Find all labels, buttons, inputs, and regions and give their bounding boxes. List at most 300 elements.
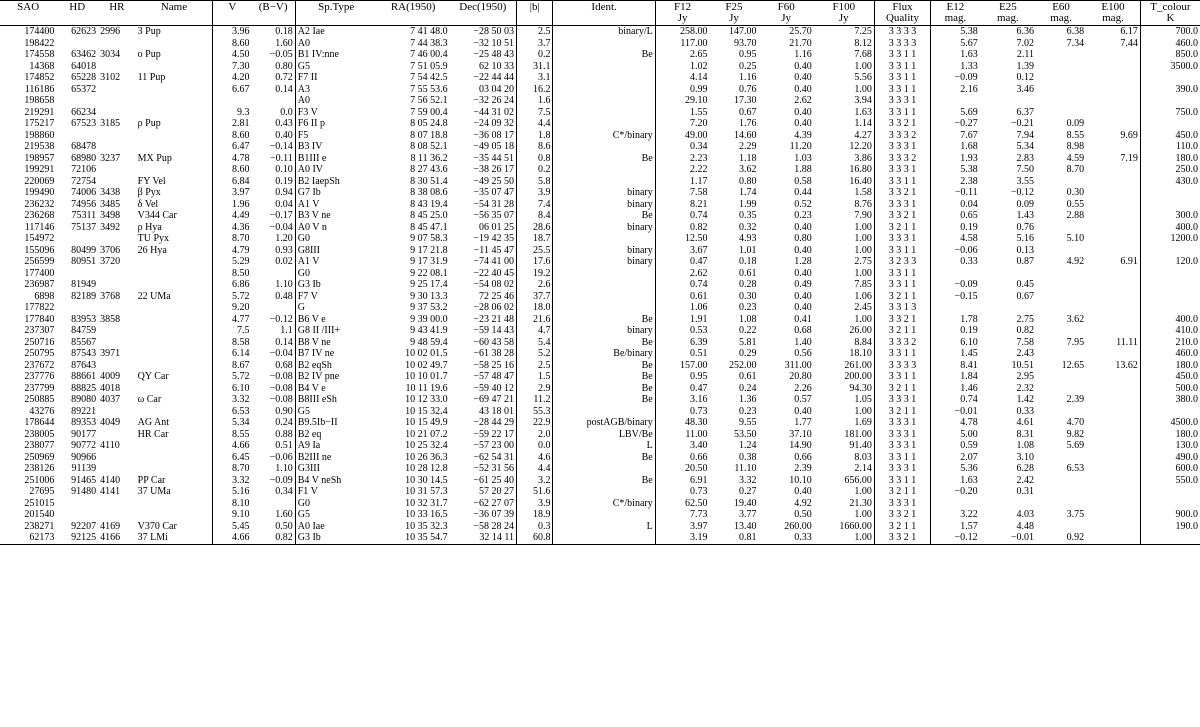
table-cell: 4.70 xyxy=(1066,417,1085,428)
table-cell: 430.0 xyxy=(1140,176,1200,188)
table-cell xyxy=(1086,49,1140,61)
table-cell: 0.73 xyxy=(655,406,709,418)
table-cell: 67523 xyxy=(71,118,97,129)
table-cell: 0.14 xyxy=(275,336,293,348)
table-cell: 9 25 17.4 xyxy=(410,279,448,290)
table-cell: 11.00 xyxy=(655,429,709,441)
table-cell: 6.53 xyxy=(213,406,252,418)
table-cell xyxy=(98,302,136,314)
table-cell: 0.67 xyxy=(1016,290,1035,302)
table-cell: 460.0 xyxy=(1140,348,1200,360)
table-cell: 4.93 xyxy=(739,233,757,244)
table-cell: 2.0 xyxy=(516,429,553,441)
table-cell: 174400 xyxy=(24,26,55,37)
table-cell: 9 48 59.4 xyxy=(410,336,448,348)
table-cell: 3 3 2 1 xyxy=(874,509,930,521)
table-cell: 7.5 xyxy=(516,107,553,119)
table-cell: 8.55 xyxy=(213,429,252,441)
table-cell: 190.0 xyxy=(1140,521,1200,533)
table-cell: 3 3 2 1 xyxy=(874,314,930,326)
table-cell: 0.44 xyxy=(794,187,812,198)
table-cell: 0.94 xyxy=(275,187,293,198)
table-cell: 10 11 19.6 xyxy=(405,382,448,394)
table-cell: 06 01 25 xyxy=(478,221,514,233)
table-cell: 6.36 xyxy=(1016,26,1035,37)
table-cell: A0 IV xyxy=(295,164,376,176)
table-cell: A2 Iae xyxy=(295,26,376,38)
table-cell: 6.14 xyxy=(213,348,252,360)
table-cell: 3 3 1 1 xyxy=(874,475,930,487)
table-row xyxy=(0,302,1200,314)
table-cell: 7.4 xyxy=(516,199,553,211)
table-cell: 0.68 xyxy=(794,325,812,336)
table-row xyxy=(0,394,1200,406)
table-cell xyxy=(1140,199,1200,211)
column-unit-b xyxy=(516,13,553,26)
table-cell xyxy=(1086,72,1140,84)
table-cell: 2.88 xyxy=(1066,210,1085,221)
table-cell xyxy=(136,130,213,142)
table-cell: 250716 xyxy=(24,336,55,348)
table-cell: 3 3 3 1 xyxy=(874,164,930,176)
table-cell: −0.08 xyxy=(269,382,293,394)
table-cell: 7.90 xyxy=(854,210,872,221)
table-cell: 5.67 xyxy=(931,38,980,50)
table-cell: 91480 xyxy=(71,486,97,497)
table-cell: −74 41 00 xyxy=(473,256,514,267)
table-row xyxy=(0,61,1200,73)
table-cell: 17.6 xyxy=(516,256,553,268)
table-cell: A3 xyxy=(295,84,376,96)
table-cell: 2.5 xyxy=(516,360,553,372)
table-cell: 0.48 xyxy=(275,290,293,302)
column-header-t-colour: T_colour xyxy=(1140,1,1200,14)
table-cell: 3.1 xyxy=(516,72,553,84)
table-cell: 0.32 xyxy=(739,221,757,233)
table-cell xyxy=(1086,84,1140,96)
table-cell: Be xyxy=(553,371,655,383)
table-cell: 74006 xyxy=(71,187,97,198)
table-cell: 13.62 xyxy=(1115,359,1138,371)
table-cell: 0.61 xyxy=(739,371,757,382)
table-cell: 3 3 1 1 xyxy=(874,245,930,257)
table-cell: G5 xyxy=(295,509,376,521)
table-cell: 0.58 xyxy=(794,175,812,187)
table-cell: 16.40 xyxy=(849,175,872,187)
table-cell: 48.30 xyxy=(655,417,709,429)
table-cell xyxy=(1140,498,1200,510)
table-cell: −54 31 28 xyxy=(473,198,514,210)
table-cell: 550.0 xyxy=(1140,475,1200,487)
table-cell: 2.16 xyxy=(931,84,980,96)
table-cell: 91465 xyxy=(71,474,97,486)
table-cell: 0.53 xyxy=(655,325,709,337)
table-cell: 3 3 1 3 xyxy=(874,302,930,314)
table-cell: 5.38 xyxy=(931,26,980,38)
table-cell: −0.12 xyxy=(931,532,980,544)
column-header-b-v: (B−V) xyxy=(251,1,295,14)
table-cell: 0.31 xyxy=(1016,486,1035,497)
table-cell: 390.0 xyxy=(1140,84,1200,96)
table-cell xyxy=(1086,486,1140,498)
table-cell xyxy=(251,302,295,314)
table-cell: 0.51 xyxy=(275,440,293,451)
table-cell: 1.88 xyxy=(794,164,812,175)
table-cell: 0.40 xyxy=(275,129,293,141)
table-cell: A1 V xyxy=(295,199,376,211)
table-cell xyxy=(136,463,213,475)
table-cell: 0.40 xyxy=(794,405,812,417)
table-cell: 0.82 xyxy=(655,222,709,234)
table-row xyxy=(0,199,1200,211)
column-header-hd: HD xyxy=(56,1,98,14)
table-cell: 57 20 27 xyxy=(478,486,514,497)
table-cell: 1.00 xyxy=(854,486,872,497)
table-cell: β Pyx xyxy=(137,187,161,198)
table-cell: 1.24 xyxy=(739,440,757,451)
table-cell xyxy=(98,84,136,96)
table-cell: B8III eSh xyxy=(295,394,376,406)
table-cell: A0 V n xyxy=(295,222,376,234)
table-cell: 4.36 xyxy=(213,222,252,234)
table-cell: 19.2 xyxy=(516,268,553,280)
table-cell: B1 IV:nne xyxy=(295,49,376,61)
table-cell: B9.5Ib−II xyxy=(295,417,376,429)
table-cell: 1.63 xyxy=(931,475,980,487)
table-cell: 5.81 xyxy=(739,336,757,348)
table-row xyxy=(0,279,1200,291)
table-cell: −0.21 xyxy=(1010,118,1035,129)
table-cell: −0.04 xyxy=(269,348,293,359)
table-cell: 1.10 xyxy=(275,279,293,290)
table-cell: 5.4 xyxy=(516,337,553,349)
table-cell xyxy=(1036,383,1086,395)
table-cell: 3 3 1 1 xyxy=(874,371,930,383)
table-cell: 4009 xyxy=(100,371,121,382)
table-cell: B3 V ne xyxy=(295,210,376,222)
table-cell: 18.0 xyxy=(516,302,553,314)
table-cell: 2.39 xyxy=(794,463,812,474)
table-cell: 3 3 1 1 xyxy=(874,72,930,84)
table-cell: 2.11 xyxy=(1016,49,1035,60)
table-cell: −0.09 xyxy=(931,279,980,291)
table-cell: 8 45 25.0 xyxy=(410,210,448,221)
table-cell: 72754 xyxy=(71,175,97,187)
table-cell: 236987 xyxy=(24,279,55,290)
table-cell: 1.77 xyxy=(794,417,812,428)
table-cell: 80951 xyxy=(71,256,97,267)
table-cell xyxy=(1086,141,1140,153)
table-cell: F7 II xyxy=(295,72,376,84)
column-header-flux: Flux xyxy=(874,1,930,14)
table-cell xyxy=(931,498,980,510)
table-cell: 5.69 xyxy=(931,107,980,119)
table-cell: 2.29 xyxy=(739,141,757,152)
table-cell xyxy=(1086,210,1140,222)
table-cell: −57 48 47 xyxy=(473,371,514,382)
table-cell xyxy=(1086,187,1140,199)
table-cell: 2996 xyxy=(100,26,121,37)
table-cell: 147.00 xyxy=(729,26,757,37)
table-cell: 7.20 xyxy=(655,118,709,130)
table-cell: 237799 xyxy=(24,382,55,394)
table-cell: 0.66 xyxy=(655,452,709,464)
table-cell: 4.92 xyxy=(1066,256,1085,267)
column-unit-e100: mag. xyxy=(1086,13,1140,26)
table-cell: 10.10 xyxy=(789,474,812,486)
table-cell: 3 3 3 3 xyxy=(874,26,930,38)
table-cell: −0.05 xyxy=(269,49,293,60)
table-cell xyxy=(98,325,136,337)
table-cell: 2.95 xyxy=(1016,371,1035,382)
table-cell: 3720 xyxy=(100,256,121,267)
table-cell: 7.67 xyxy=(931,130,980,142)
table-cell xyxy=(98,130,136,142)
table-cell: −0.01 xyxy=(931,406,980,418)
table-cell: binary xyxy=(553,187,655,199)
table-cell xyxy=(1086,532,1140,544)
table-cell: 7 51 05.9 xyxy=(410,60,448,72)
table-cell: 8.6 xyxy=(516,141,553,153)
table-cell: 0.88 xyxy=(275,428,293,440)
table-cell: 1.78 xyxy=(931,314,980,326)
table-row xyxy=(0,314,1200,326)
table-cell: B3 IV xyxy=(295,141,376,153)
table-cell: 3102 xyxy=(100,72,121,83)
table-cell: TU Pyx xyxy=(137,233,170,244)
table-cell: G3III xyxy=(295,463,376,475)
table-cell: AG Ant xyxy=(137,417,170,428)
table-cell: binary xyxy=(553,222,655,234)
table-cell: 13.40 xyxy=(734,520,757,532)
table-cell: 10 21 07.2 xyxy=(405,428,448,440)
table-cell: 8.21 xyxy=(655,199,709,211)
table-cell xyxy=(1086,429,1140,441)
table-cell: 656.00 xyxy=(844,474,872,486)
table-cell: 1.00 xyxy=(854,233,872,244)
table-cell: 3 3 3 2 xyxy=(874,153,930,165)
table-cell xyxy=(1086,233,1140,245)
table-cell: 8 38 08.6 xyxy=(410,187,448,198)
table-cell: Be xyxy=(553,452,655,464)
table-cell: 1.17 xyxy=(655,176,709,188)
table-cell xyxy=(1086,383,1140,395)
table-cell: 1.58 xyxy=(854,187,872,198)
table-cell xyxy=(56,95,98,107)
table-cell: 9.55 xyxy=(739,417,757,428)
table-cell: 154972 xyxy=(24,233,55,244)
table-cell xyxy=(1036,107,1086,119)
table-cell: 200.00 xyxy=(844,371,872,382)
table-cell: 92207 xyxy=(71,520,97,532)
table-cell: 3500.0 xyxy=(1140,61,1200,73)
table-cell: 2.6 xyxy=(516,279,553,291)
table-cell: B2 IaepSh xyxy=(295,176,376,188)
table-row xyxy=(0,72,1200,84)
table-cell: 0.22 xyxy=(739,325,757,336)
table-cell: 8.60 xyxy=(213,130,252,142)
table-cell: 11 Pup xyxy=(137,72,166,83)
table-cell: 0.74 xyxy=(931,394,980,406)
table-cell: 1.63 xyxy=(854,106,872,118)
table-cell: 400.0 xyxy=(1140,222,1200,234)
table-cell: 3034 xyxy=(100,49,121,60)
table-cell: Be xyxy=(553,153,655,165)
table-cell: L xyxy=(553,521,655,533)
table-cell: 120.0 xyxy=(1140,256,1200,268)
table-cell xyxy=(98,107,136,119)
table-cell: 4.78 xyxy=(213,153,252,165)
table-cell: 8 11 36.2 xyxy=(410,152,448,164)
column-unit-name xyxy=(136,13,213,26)
table-cell: G3 Ib xyxy=(295,532,376,544)
table-cell: 51.6 xyxy=(516,486,553,498)
table-cell: 3498 xyxy=(100,210,121,221)
table-cell: 43 18 01 xyxy=(478,405,514,417)
table-row xyxy=(0,371,1200,383)
column-unit-v xyxy=(213,13,252,26)
table-cell: 2.83 xyxy=(1016,152,1035,164)
table-cell: 7.73 xyxy=(655,509,709,521)
table-cell: G0 xyxy=(295,268,376,280)
table-cell: 1.36 xyxy=(739,394,757,405)
table-cell: 1.00 xyxy=(854,221,872,233)
table-row xyxy=(0,153,1200,165)
table-cell: 0.67 xyxy=(739,106,757,118)
table-cell: −32 26 24 xyxy=(473,95,514,106)
table-cell: 3.62 xyxy=(739,164,757,175)
table-cell: PP Car xyxy=(137,474,166,486)
table-cell: −19 42 35 xyxy=(473,233,514,244)
table-cell: 199490 xyxy=(24,187,55,198)
table-cell: 0.40 xyxy=(794,290,812,302)
table-cell: −61 25 40 xyxy=(473,474,514,486)
table-cell: 0.19 xyxy=(931,222,980,234)
table-cell xyxy=(1036,475,1086,487)
table-cell: 27695 xyxy=(29,486,55,497)
table-cell: 7 55 53.6 xyxy=(410,83,448,95)
table-cell: 1.91 xyxy=(655,314,709,326)
table-cell: −24 09 32 xyxy=(473,118,514,129)
table-cell: 0.0 xyxy=(280,106,293,118)
table-row xyxy=(0,440,1200,452)
table-cell: 8.76 xyxy=(854,198,872,210)
table-cell: 181.00 xyxy=(844,428,872,440)
table-cell: 251015 xyxy=(24,497,55,509)
table-cell: 3 Pup xyxy=(137,26,161,37)
table-cell: 7 44 38.3 xyxy=(410,37,448,49)
table-cell xyxy=(1086,199,1140,211)
table-cell: 4166 xyxy=(98,532,136,544)
table-cell xyxy=(553,532,655,544)
table-cell: 0.40 xyxy=(794,221,812,233)
table-cell: G8 II /III+ xyxy=(295,325,376,337)
table-cell: 3 3 2 1 xyxy=(874,210,930,222)
table-cell: G3 Ib xyxy=(295,279,376,291)
table-cell xyxy=(931,95,980,107)
table-cell: 6.53 xyxy=(1066,463,1085,474)
table-cell: 3 3 3 1 xyxy=(874,417,930,429)
table-cell: 3.75 xyxy=(1066,509,1085,520)
table-cell: 11.10 xyxy=(734,463,757,474)
table-cell: −35 44 51 xyxy=(473,152,514,164)
table-row xyxy=(0,210,1200,222)
table-cell: 8.70 xyxy=(1066,164,1085,175)
table-cell: 198422 xyxy=(24,37,55,49)
table-cell: 75311 xyxy=(71,210,97,221)
table-cell xyxy=(980,498,1036,510)
table-cell: 0.47 xyxy=(655,383,709,395)
table-cell: 7 56 52.1 xyxy=(410,95,448,106)
table-cell: 238126 xyxy=(24,463,55,474)
table-cell: 6.17 xyxy=(1120,26,1138,37)
table-cell: 6.39 xyxy=(655,337,709,349)
table-cell: 4.20 xyxy=(213,72,252,84)
table-cell: 72106 xyxy=(71,164,97,175)
table-cell: 49.00 xyxy=(655,130,709,142)
table-cell: 1.6 xyxy=(516,95,553,107)
table-cell: 7 41 48.0 xyxy=(410,26,448,37)
table-cell xyxy=(251,498,295,510)
table-cell xyxy=(98,498,136,510)
table-cell: −0.09 xyxy=(931,72,980,84)
table-cell: 65228 xyxy=(71,72,97,83)
table-cell: 93.70 xyxy=(734,37,757,49)
table-row xyxy=(0,141,1200,153)
table-cell: 22.9 xyxy=(516,417,553,429)
table-cell: 8.41 xyxy=(931,360,980,372)
table-cell: 0.40 xyxy=(794,118,812,129)
table-cell: −0.27 xyxy=(931,118,980,130)
table-cell: 89221 xyxy=(71,405,97,417)
table-cell: 92125 xyxy=(56,532,98,544)
table-cell xyxy=(1086,371,1140,383)
table-cell: 0.2 xyxy=(516,164,553,176)
table-cell: 9 39 00.0 xyxy=(410,313,448,325)
table-cell: 5.56 xyxy=(854,72,872,83)
table-cell xyxy=(98,452,136,464)
table-cell xyxy=(136,268,213,280)
table-cell: B2 eqSh xyxy=(295,360,376,372)
table-cell: 4.4 xyxy=(516,463,553,475)
table-row xyxy=(0,26,1200,38)
table-cell: 5.00 xyxy=(931,429,980,441)
table-cell xyxy=(136,95,213,107)
table-cell: 8.67 xyxy=(213,360,252,372)
table-cell: 5.10 xyxy=(1066,233,1085,244)
table-cell xyxy=(1086,268,1140,280)
table-cell xyxy=(1140,72,1200,84)
table-cell: −57 23 00 xyxy=(473,440,514,451)
table-cell: 10 15 49.9 xyxy=(405,417,448,428)
table-cell xyxy=(136,348,213,360)
table-cell: 43276 xyxy=(29,405,55,417)
table-cell: 8.60 xyxy=(213,38,252,50)
table-cell xyxy=(1036,452,1086,464)
table-cell: 0.27 xyxy=(739,486,757,497)
table-cell: 0.47 xyxy=(655,256,709,268)
table-cell: 6.37 xyxy=(1016,106,1035,118)
table-cell xyxy=(1036,325,1086,337)
table-cell: 3858 xyxy=(100,313,121,325)
table-cell: 1.01 xyxy=(739,244,757,256)
table-cell xyxy=(1086,394,1140,406)
table-cell xyxy=(1086,452,1140,464)
table-cell: −52 31 56 xyxy=(473,463,514,474)
column-header-sp-type: Sp.Type xyxy=(295,1,376,14)
table-cell: 1.69 xyxy=(854,417,872,428)
table-cell: 0.33 xyxy=(1016,405,1035,417)
